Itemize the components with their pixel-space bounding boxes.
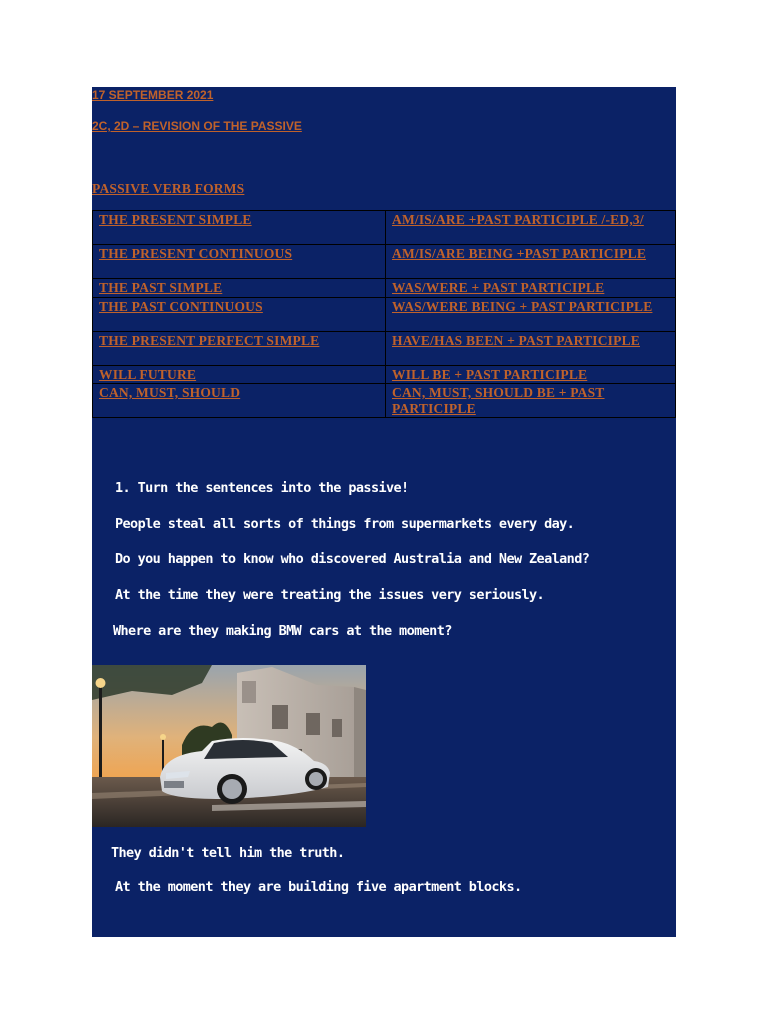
- form-cell: WAS/WERE BEING + PAST PARTICIPLE: [386, 297, 676, 331]
- exercise-sentence: They didn't tell him the truth.: [111, 845, 345, 861]
- exercise-instruction: 1. Turn the sentences into the passive!: [115, 480, 409, 496]
- worksheet-page: [92, 87, 676, 937]
- exercise-sentence: People steal all sorts of things from supermarkets every day.: [115, 516, 575, 532]
- date-heading: 17 SEPTEMBER 2021: [92, 88, 214, 102]
- form-cell: WILL BE + PAST PARTICIPLE: [386, 365, 676, 384]
- tense-cell: CAN, MUST, SHOULD: [93, 384, 386, 418]
- section-title: PASSIVE VERB FORMS: [92, 181, 245, 196]
- table-row: [93, 279, 676, 298]
- tense-cell: THE PAST SIMPLE: [93, 279, 386, 298]
- unit-heading: 2C, 2D – REVISION OF THE PASSIVE: [92, 119, 302, 133]
- form-cell: HAVE/HAS BEEN + PAST PARTICIPLE: [386, 331, 676, 365]
- exercise-sentence: Where are they making BMW cars at the moment?: [113, 623, 452, 639]
- passive-forms-table: [92, 210, 676, 418]
- form-cell: CAN, MUST, SHOULD BE + PAST PARTICIPLE: [386, 384, 676, 418]
- tense-cell: THE PRESENT CONTINUOUS: [93, 245, 386, 279]
- car-photo: [92, 665, 366, 827]
- form-cell: AM/IS/ARE +PAST PARTICIPLE /-ED,3/: [386, 211, 676, 245]
- tense-cell: THE PRESENT SIMPLE: [93, 211, 386, 245]
- exercise-sentence: Do you happen to know who discovered Australia and New Zealand?: [115, 551, 590, 567]
- form-cell: WAS/WERE + PAST PARTICIPLE: [386, 279, 676, 298]
- tense-cell: THE PRESENT PERFECT SIMPLE: [93, 331, 386, 365]
- table-row: [93, 211, 676, 245]
- table-row: [93, 297, 676, 331]
- exercise-sentence: At the moment they are building five apartment blocks.: [115, 879, 522, 895]
- tense-cell: THE PAST CONTINUOUS: [93, 297, 386, 331]
- tense-cell: WILL FUTURE: [93, 365, 386, 384]
- table-row: [93, 365, 676, 384]
- exercise-sentence: At the time they were treating the issues very seriously.: [115, 587, 545, 603]
- form-cell: AM/IS/ARE BEING +PAST PARTICIPLE: [386, 245, 676, 279]
- table-row: [93, 331, 676, 365]
- table-row: [93, 384, 676, 418]
- table-row: [93, 245, 676, 279]
